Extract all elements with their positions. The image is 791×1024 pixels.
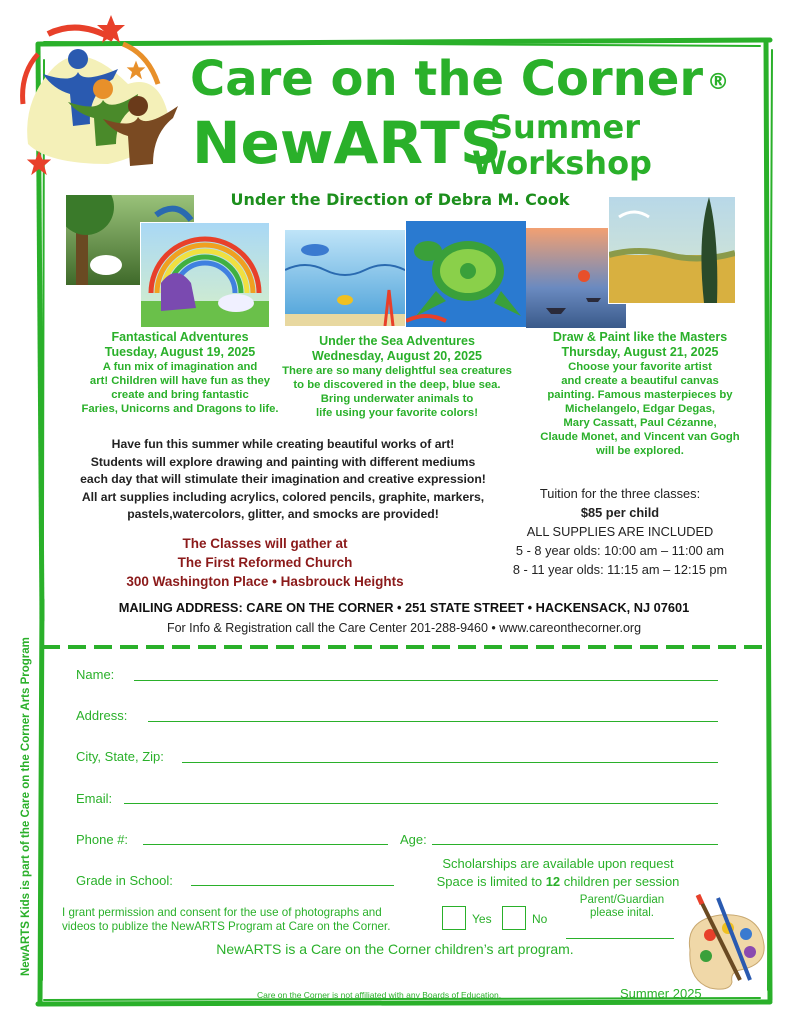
session-masters: [520, 330, 760, 458]
session-desc-line: Michelangelo, Edgar Degas,: [564, 403, 716, 415]
mailing-address: MAILING ADDRESS: CARE ON THE CORNER • 251 STATE STREET • HACKENSACK, NJ 07601: [118, 600, 690, 615]
session-desc-line: life using your favorite colors!: [316, 407, 478, 419]
consent-line: videos to publize the NewARTS Program at Care on the Corner.: [62, 920, 391, 933]
intro-line: Students will explore drawing and painting with different mediums: [90, 454, 476, 469]
program-note: NewARTS is a Care on the Corner children’s art program.: [216, 941, 574, 957]
side-program-text: NewARTS Kids is part of the Care on the Corner Arts Program: [20, 637, 32, 976]
page-title: [190, 52, 729, 106]
location-line: The Classes will gather at: [182, 536, 348, 551]
session-title: Under the Sea Adventures: [319, 334, 475, 348]
intro-line: pastels,watercolors, glitter, and smocks are provided!: [127, 507, 439, 521]
summer-label: Summer: [490, 108, 640, 146]
program-name: NewARTS: [192, 109, 502, 177]
star-icon: [126, 60, 146, 80]
director-line: Under the Direction of Debra M. Cook: [230, 190, 570, 209]
city-label: City, State, Zip:: [76, 749, 164, 764]
time-slot: 5 - 8 year olds: 10:00 am – 11:00 am: [515, 543, 725, 558]
parent-line: please inital.: [590, 907, 654, 919]
parent-line: Parent/Guardian: [579, 894, 665, 906]
dragon-unicorn-image: [140, 222, 270, 328]
name-field[interactable]: [134, 680, 718, 681]
session-desc-line: Mary Cassatt, Paul Cézanne,: [563, 417, 717, 429]
age-label: Age:: [400, 832, 427, 847]
sea-turtle-image: [405, 220, 527, 328]
parent-initial-note: [562, 894, 682, 920]
intro-paragraph: [68, 436, 498, 524]
session-fantastical: [60, 330, 300, 416]
consent-line: I grant permission and consent for the use of photographs and: [62, 906, 382, 919]
space-limit-number: 12: [545, 874, 561, 889]
session-desc-line: painting. Famous masterpieces by: [547, 389, 733, 401]
email-field[interactable]: [124, 803, 718, 804]
session-desc-line: Choose your favorite artist: [568, 361, 712, 373]
van-gogh-painting-image: [608, 196, 736, 304]
session-desc-line: Faries, Unicorns and Dragons to life.: [81, 403, 279, 415]
parent-initial-field[interactable]: [566, 938, 674, 939]
space-limit-line: [408, 873, 708, 891]
address-label: Address:: [76, 708, 128, 723]
tuition-price: $85 per child: [580, 505, 660, 520]
phone-label: Phone #:: [76, 832, 129, 847]
session-desc-line: and create a beautiful canvas: [561, 375, 719, 387]
no-label: No: [532, 912, 548, 926]
address-field[interactable]: [148, 721, 718, 722]
star-icon: [26, 150, 52, 176]
grade-label: Grade in School:: [76, 873, 173, 888]
season-label: Summer 2025: [620, 986, 702, 1001]
session-title: Draw & Paint like the Masters: [552, 330, 728, 344]
scholarship-line: Scholarships are available upon request: [442, 856, 674, 871]
session-desc-line: Claude Monet, and Vincent van Gogh: [540, 431, 740, 443]
session-desc-line: art! Children will have fun as they: [89, 375, 271, 387]
tuition-label: Tuition for the three classes:: [539, 486, 701, 501]
location-line: 300 Washington Place • Hasbrouck Heights: [126, 574, 404, 589]
age-field[interactable]: [432, 844, 718, 845]
session-desc-line: Bring underwater animals to: [320, 393, 474, 405]
disclaimer: Care on the Corner is not affiliated with any Boards of Education.: [257, 990, 502, 1000]
paint-palette-icon: [680, 890, 772, 994]
email-label: Email:: [76, 791, 113, 806]
star-icon: [96, 14, 126, 44]
sea-creatures-image: [285, 230, 423, 326]
session-desc-line: There are so many delightful sea creatures: [282, 365, 512, 377]
registered-mark: ®: [707, 70, 730, 95]
city-field[interactable]: [182, 762, 718, 763]
session-title: Fantastical Adventures: [111, 330, 249, 344]
grade-field[interactable]: [191, 885, 394, 886]
space-limit-text: Space is limited to: [436, 874, 546, 889]
space-limit-text: children per session: [560, 874, 680, 889]
supplies-note: ALL SUPPLIES ARE INCLUDED: [526, 524, 714, 539]
session-desc-line: will be explored.: [596, 445, 684, 457]
intro-line: All art supplies including acrylics, colored pencils, graphite, markers,: [81, 489, 485, 504]
scholarship-note: [408, 855, 708, 891]
yes-label: Yes: [472, 912, 492, 926]
org-name: Care on the Corner: [190, 51, 704, 107]
consent-no-checkbox[interactable]: [502, 906, 526, 930]
session-desc-line: to be discovered in the deep, blue sea.: [293, 379, 501, 391]
session-sea: [268, 334, 526, 420]
consent-yes-checkbox[interactable]: [442, 906, 466, 930]
workshop-label: Workshop: [472, 144, 652, 182]
location-block: [90, 534, 440, 591]
phone-field[interactable]: [143, 844, 388, 845]
intro-line: each day that will stimulate their imagination and creative expression!: [80, 472, 486, 486]
name-label: Name:: [76, 667, 115, 682]
session-date: Thursday, August 21, 2025: [561, 345, 719, 359]
session-desc-line: create and bring fantastic: [111, 389, 249, 401]
session-date: Tuesday, August 19, 2025: [104, 345, 256, 359]
intro-line: Have fun this summer while creating beautiful works of art!: [111, 437, 455, 451]
consent-text: [62, 906, 442, 934]
session-date: Wednesday, August 20, 2025: [312, 349, 482, 363]
tuition-block: [490, 484, 750, 579]
location-line: The First Reformed Church: [177, 555, 353, 570]
time-slot: 8 - 11 year olds: 11:15 am – 12:15 pm: [512, 562, 728, 577]
session-desc-line: A fun mix of imagination and: [102, 361, 258, 373]
info-line: For Info & Registration call the Care Center 201-288-9460 • www.careonthecorner.org: [166, 621, 642, 635]
